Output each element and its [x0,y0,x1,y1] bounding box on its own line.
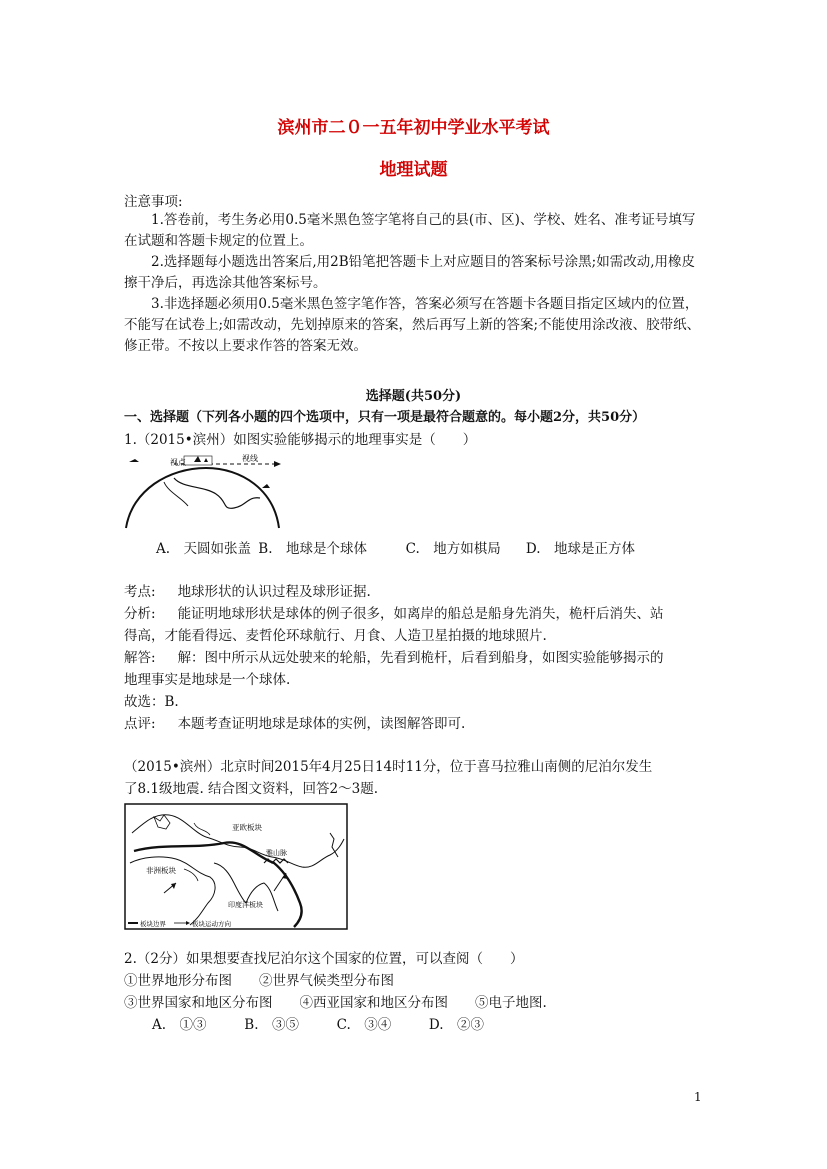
q2-stem: 2.（2分）如果想要查找尼泊尔这个国家的位置，可以查阅（ ） [124,951,524,967]
q1-earth-figure [124,450,284,530]
q1-fenxi-line2: 得高，才能看得远、麦哲伦环球航行、月食、人造卫星拍摄的地球照片. [124,628,547,644]
map-legend-boundary: 板块边界 [140,920,166,928]
q1-dianping [124,712,465,732]
q1-option-a[interactable]: A. 天圆如张盖 [156,541,252,557]
kaodian-label: 考点: [124,584,156,600]
figure-label-sightline: 视线 [242,454,258,463]
note-item-3: 3.非选择题必须用0.5毫米黑色签字笔作答，答案必须写在答题卡各题目指定区域内的位置，不能写在试卷上;如需改动，先划掉原来的答案，然后再写上新的答案;不能使用涂改液、胶带纸、修正带。不按以上要求作答的答案无效。 [124,296,701,354]
q1-options [156,537,635,557]
q2-options [152,1013,484,1033]
q2-option-d[interactable]: D. ②③ [428,1017,485,1033]
q1-option-d[interactable]: D. 地球是正方体 [525,541,636,557]
dianping-label: 点评: [124,716,156,732]
q2-intro-line1: （2015•滨州）北京时间2015年4月25日14时11分，位于喜马拉雅山南侧的尼泊尔发生 [124,759,653,775]
jieda-text-1: 解：图中所示从远处驶来的轮船，先看到桅杆，后看到船身，如图实验能够揭示的 [177,650,664,666]
map-label-african: 非洲板块 [146,866,176,875]
q1-option-c[interactable]: C. 地方如棋局 [405,541,501,557]
section-heading: 选择题(共50分) [365,389,462,404]
page-number: 1 [694,1090,702,1104]
note-item-1: 1.答卷前，考生务必用0.5毫米黑色签字笔将自己的县(市、区)、学校、姓名、准考证号填写在试题和答题卡规定的位置上。 [124,212,696,249]
dianping-text: 本题考查证明地球是球体的实例，读图解答即可. [177,716,466,732]
exam-subtitle: 地理试题 [379,160,448,180]
q2-choices-1: ①世界地形分布图 ②世界气候类型分布图 [124,973,394,989]
q1-jieda-line1 [124,646,664,666]
jieda-label: 解答: [124,650,156,666]
q1-fenxi-line1 [124,602,664,622]
map-label-eurasian: 亚欧板块 [232,823,262,832]
q2-option-b[interactable]: B. ③⑤ [244,1017,300,1033]
notes-heading: 注意事项: [124,194,183,210]
q1-answer: 故选：B. [124,694,179,710]
q2-option-c[interactable]: C. ③④ [336,1017,392,1033]
q1-option-b[interactable]: B. 地球是个球体 [258,541,368,557]
figure-label-viewpoint: 视点 [170,458,186,467]
note-item-2: 2.选择题每小题选出答案后,用2B铅笔把答题卡上对应题目的答案标号涂黑;如需改动,用橡皮擦干净后，再选涂其他答案标号。 [124,254,696,291]
q2-option-a[interactable]: A. ①③ [152,1017,207,1033]
q1-jieda-line2: 地理事实是地球是一个球体. [124,672,291,688]
kaodian-text: 地球形状的认识过程及球形证据. [177,584,371,600]
q1-stem: 1.（2015•滨州）如图实验能够揭示的地理事实是（ ） [124,432,477,448]
q2-intro-line2: 了8.1级地震. 结合图文资料，回答2～3题. [124,781,379,797]
map-label-himalaya: 雅山脉 [266,849,287,857]
exam-title: 滨州市二０一五年初中学业水平考试 [277,118,550,138]
q1-kaodian [124,580,371,600]
map-label-indo: 印度洋板块 [228,901,263,909]
q2-choices-2: ③世界国家和地区分布图 ④西亚国家和地区分布图 ⑤电子地图. [124,995,547,1011]
map-legend-motion: 板块运动方向 [192,920,231,928]
plate-map-figure [124,803,348,930]
fenxi-text-1: 能证明地球形状是球体的例子很多，如离岸的船总是船身先消失，桅杆后消失、站 [177,606,664,622]
section-instruction: 一、选择题（下列各小题的四个选项中，只有一项是最符合题意的。每小题2分，共50分） [124,410,646,425]
fenxi-label: 分析: [124,606,156,622]
